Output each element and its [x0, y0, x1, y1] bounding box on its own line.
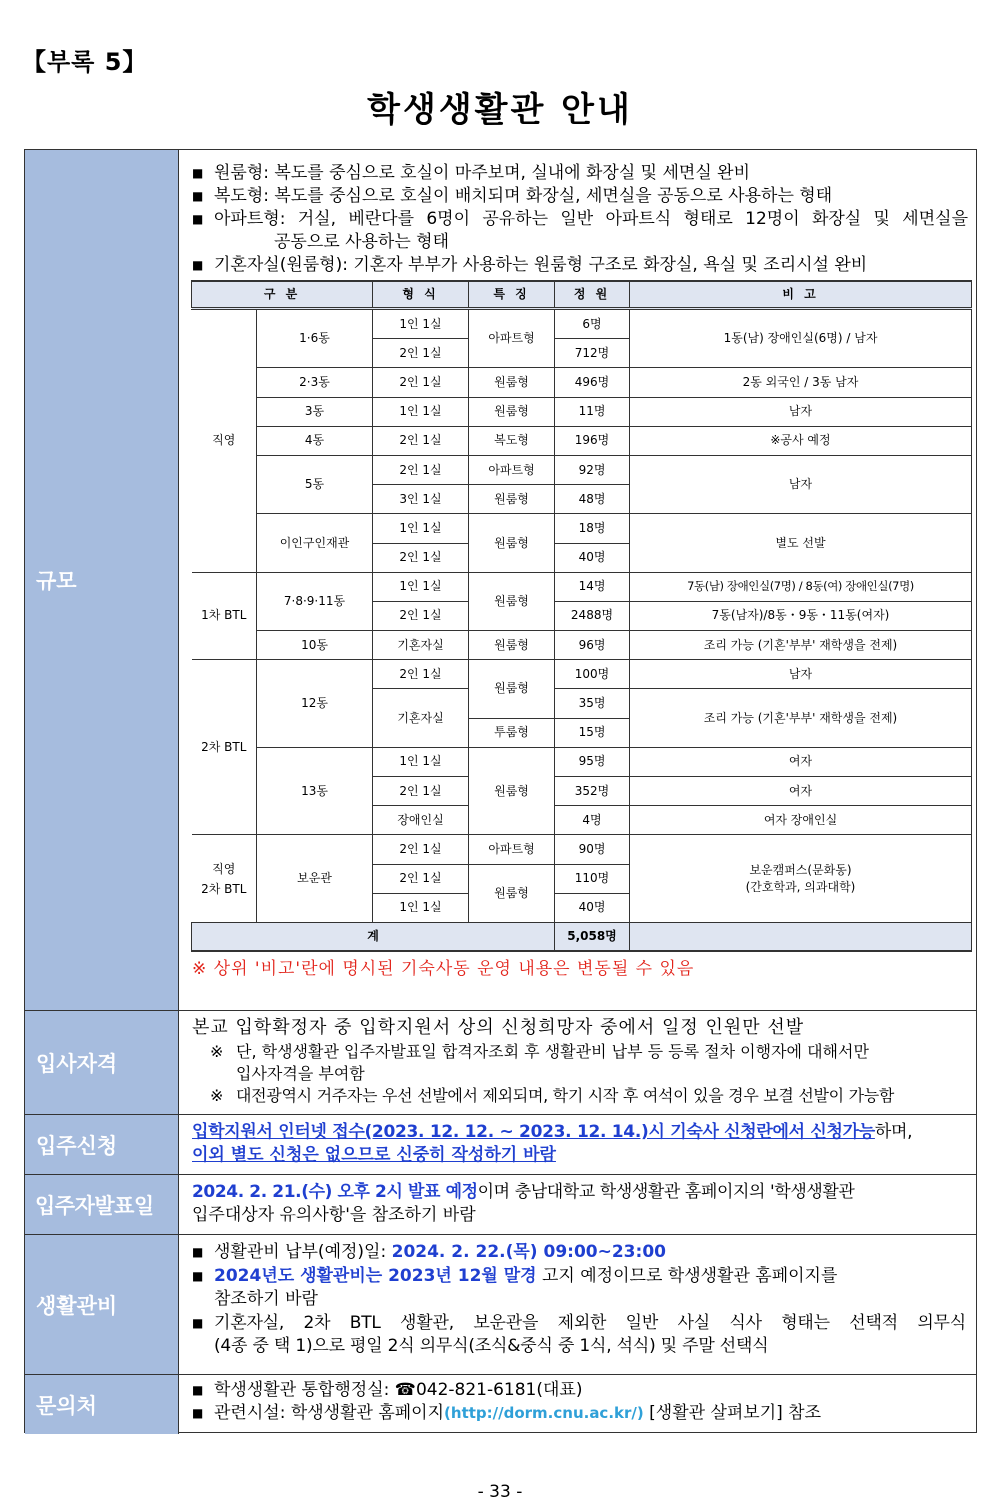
fee-bullet-2-cont: 참조하기 바람 — [214, 1289, 318, 1309]
announce-rest: 이며 충남대학교 학생생활관 홈페이지의 '학생생활관 — [477, 1182, 855, 1202]
fee-bullet-2: ■ 2024년도 생활관비는 2023년 12월 말경 고지 예정이므로 학생생활관 홈페이지를 — [192, 1265, 838, 1286]
table-row: 3인 1실 원룸형 48명 — [192, 485, 972, 514]
table-total-row: 계 5,058명 — [192, 922, 972, 951]
eligibility-note-1: ※ 단, 학생생활관 입주자발표일 합격자조회 후 생활관비 납부 등 등록 절차 이행자에 대해서만 — [210, 1042, 869, 1061]
table-row: 투룸형 15명 — [192, 718, 972, 747]
bullet-married: ■ 기혼자실(원룸형): 기혼자 부부가 사용하는 원룸형 구조로 화장실, 욕실 및 조리시설 완비 — [192, 255, 868, 275]
section-scale — [25, 150, 976, 1011]
table-header: 구 분 형 식 특 징 정 원 비 고 — [192, 281, 972, 309]
table-row: 10동 기혼자실 원룸형 96명 조리 가능 (기혼'부부' 재학생을 전제) — [192, 631, 972, 660]
change-notice: ※ 상위 '비고'란에 명시된 기숙사동 운영 내용은 변동될 수 있음 — [192, 958, 695, 979]
table-row: 2인 1실 712명 — [192, 339, 972, 368]
label-apply: 입주신청 — [25, 1115, 179, 1174]
table-row: 장애인실 4명 여자 장애인실 — [192, 806, 972, 835]
bullet-corridor: ■ 복도형: 복도를 중심으로 호실이 배치되며 화장실, 세면실을 공동으로 사용하는 형태 — [192, 186, 833, 206]
table-row: 4동 2인 1실 복도형 196명 ※공사 예정 — [192, 426, 972, 455]
table-row: 1인 1실 40명 — [192, 893, 972, 922]
apply-caution-link[interactable]: 이외 별도 신청은 없으므로 신중히 작성하기 바람 — [192, 1145, 556, 1165]
capacity-table — [191, 280, 972, 952]
phone-number: ☎042-821-6181(대표) — [394, 1380, 583, 1400]
eligibility-note-1b: 입사자격을 부여함 — [236, 1064, 365, 1083]
contact-bullet-1: ■ 학생생활관 통합행정실: ☎042-821-6181(대표) — [192, 1380, 583, 1400]
table-row: 2인 1실 352명 여자 — [192, 777, 972, 806]
fee-bullet-3-cont: (4종 중 택 1)으로 평일 2식 의무식(조식&중식 중 1식, 석식) 및 주말 선택식 — [214, 1336, 769, 1356]
fee-bullet-1: ■ 생활관비 납부(예정)일: 2024. 2. 22.(목) 09:00~23:00 — [192, 1242, 666, 1262]
table-row: 3동 1인 1실 원룸형 11명 남자 — [192, 397, 972, 426]
section-eligibility — [25, 1011, 976, 1115]
table-row: 1차 BTL 7·8·9·11동 1인 1실 원룸형 14명 7동(남) 장애인실(7명) / 8동(여) 장애인실(7명) — [192, 572, 972, 601]
section-contact — [25, 1375, 976, 1434]
section-announce — [25, 1175, 976, 1235]
page-number: - 33 - — [477, 1482, 523, 1502]
eligibility-note-2: ※ 대전광역시 거주자는 우선 선발에서 제외되며, 학기 시작 후 여석이 있을 경우 보결 선발이 가능함 — [210, 1086, 895, 1105]
label-contact: 문의처 — [25, 1375, 179, 1434]
table-row: 2인 1실 2488명 7동(남자)/8동・9동・11동(여자) — [192, 601, 972, 630]
table-row: 직영 2차 BTL 보운관 2인 1실 아파트형 90명 보운캠퍼스(문화동) (간호학과, 의과대학) — [192, 835, 972, 864]
label-announce: 입주자발표일 — [25, 1175, 179, 1234]
bullet-apartment: ■ 아파트형: 거실, 베란다를 6명이 공유하는 일반 아파트식 형태로 12명이 화장실 및 세면실을 — [192, 209, 968, 229]
fee-bullet-3: ■ 기혼자실, 2차 BTL 생활관, 보운관을 제외한 일반 사실 식사 형태는 선택적 의무식 — [192, 1312, 966, 1333]
table-row: 5동 2인 1실 아파트형 92명 남자 — [192, 455, 972, 484]
announce-line2: 입주대상자 유의사항'을 참조하기 바람 — [192, 1205, 476, 1225]
homepage-url-link[interactable]: (http://dorm.cnu.ac.kr/) — [444, 1404, 644, 1422]
table-row: 기혼자실 35명 조리 가능 (기혼'부부' 재학생을 전제) — [192, 689, 972, 718]
table-row: 2인 1실 40명 — [192, 543, 972, 572]
table-row: 이인구인재관 1인 1실 원룸형 18명 별도 선발 — [192, 514, 972, 543]
eligibility-main: 본교 입학확정자 중 입학지원서 상의 신청희망자 중에서 일정 인원만 선발 — [192, 1017, 805, 1038]
table-row: 직영 1·6동 1인 1실 아파트형 6명 1동(남) 장애인실(6명) / 남자 — [192, 309, 972, 339]
contact-bullet-2: ■ 관련시설: 학생생활관 홈페이지(http://dorm.cnu.ac.kr/) [생활관 살펴보기] 참조 — [192, 1403, 822, 1423]
section-fee — [25, 1235, 976, 1375]
section-apply — [25, 1115, 976, 1175]
label-eligibility: 입사자격 — [25, 1011, 179, 1114]
label-fee: 생활관비 — [25, 1235, 179, 1374]
table-row: 2차 BTL 12동 2인 1실 원룸형 100명 남자 — [192, 660, 972, 689]
table-row: 13동 1인 1실 원룸형 95명 여자 — [192, 747, 972, 776]
page-title: 학생생활관 안내 — [367, 90, 633, 130]
bullet-apartment-cont: 공동으로 사용하는 형태 — [274, 232, 450, 252]
apply-line1-rest: 하며, — [874, 1122, 913, 1142]
table-row: 2인 1실 원룸형 110명 — [192, 864, 972, 893]
info-table — [24, 149, 977, 1433]
table-row: 2·3동 2인 1실 원룸형 496명 2동 외국인 / 3동 남자 — [192, 368, 972, 397]
appendix-label: 【부록 5】 — [22, 48, 148, 76]
label-scale: 규모 — [25, 150, 179, 1010]
announce-date: 2024. 2. 21.(수) 오후 2시 발표 예정 — [192, 1182, 478, 1202]
apply-period-link[interactable]: 입학지원서 인터넷 접수(2023. 12. 12. ~ 2023. 12. 14.)시 기숙사 신청란에서 신청가능 — [192, 1122, 875, 1142]
bullet-one-room: ■ 원룸형: 복도를 중심으로 호실이 마주보며, 실내에 화장실 및 세면실 완비 — [192, 163, 751, 183]
